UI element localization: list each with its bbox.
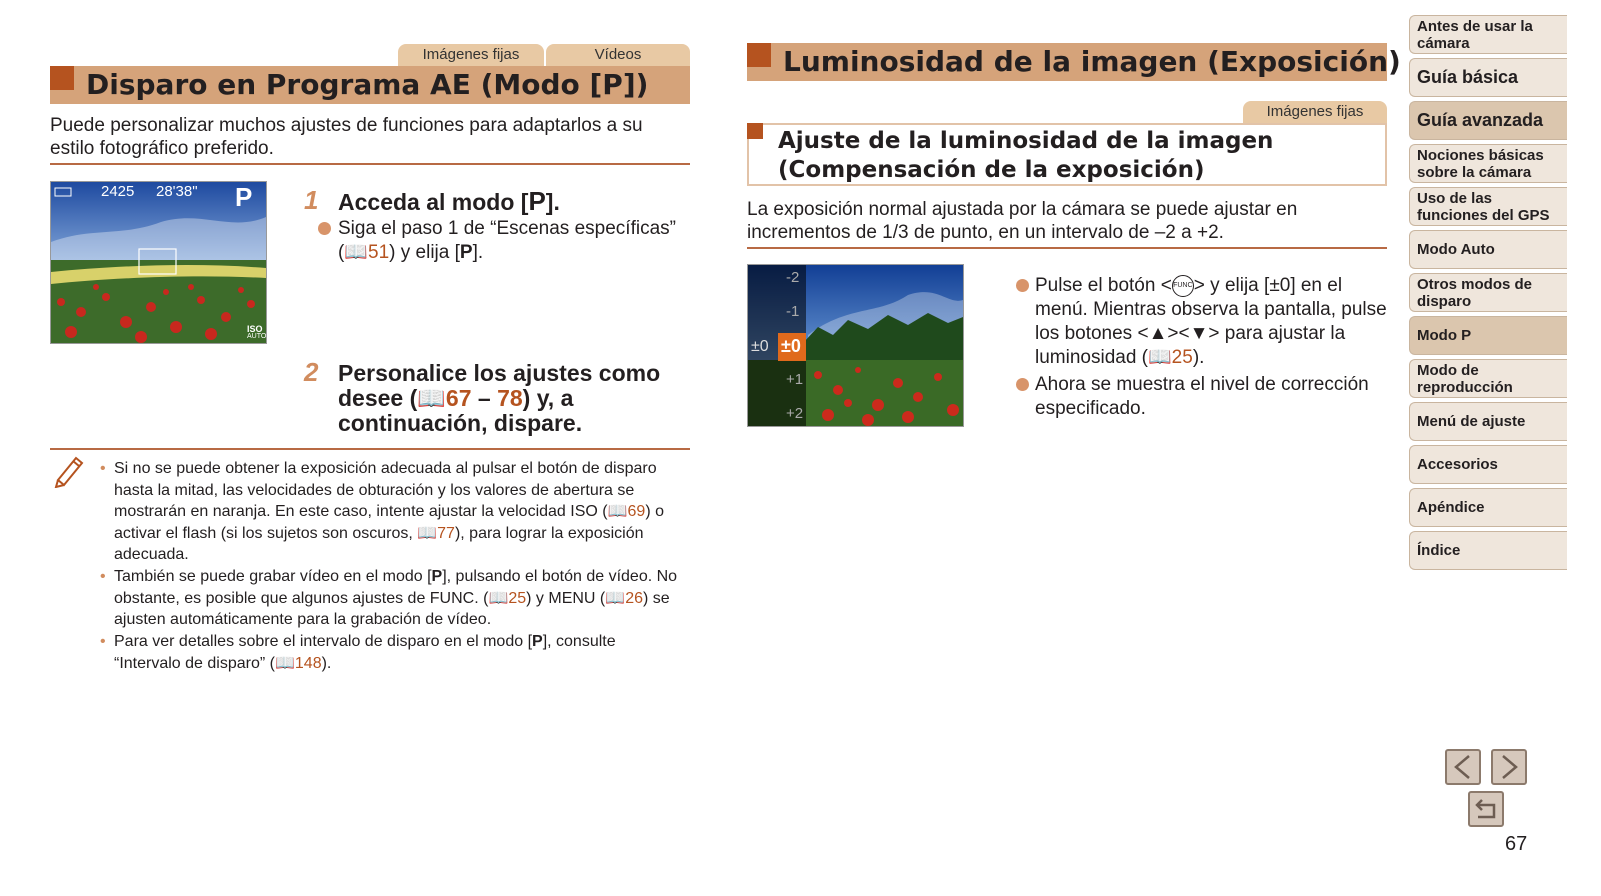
bullet-text: >< — [1167, 323, 1190, 344]
chevron-left-icon — [1447, 751, 1479, 783]
sidebar-item-index[interactable]: Índice — [1409, 531, 1567, 570]
book-icon: 📖 — [417, 385, 446, 411]
book-icon: 📖 — [274, 654, 295, 672]
sidebar-item-appendix[interactable]: Apéndice — [1409, 488, 1567, 527]
section-marker — [747, 43, 771, 67]
instruction-bullet — [1035, 274, 1389, 370]
camera-screen-image — [50, 181, 267, 344]
down-arrow-icon: ▼ — [1189, 323, 1209, 344]
book-icon: 📖 — [607, 503, 628, 520]
page-title: Luminosidad de la imagen (Exposición) — [783, 45, 1401, 78]
sidebar-item-setup-menu[interactable]: Menú de ajuste — [1409, 402, 1567, 441]
return-button[interactable] — [1468, 791, 1504, 827]
page-ref-link[interactable]: 78 — [497, 385, 523, 411]
bullet-dot — [1016, 378, 1029, 391]
mode-indicator: P — [235, 182, 253, 212]
bullet-text: ] en el menú. Mientras observa la pantalla, pulse los botones < — [1035, 275, 1387, 344]
divider — [747, 247, 1387, 249]
subsection-title-line: Ajuste de la luminosidad de la imagen — [778, 128, 1274, 154]
note-item — [100, 566, 684, 631]
step-title — [338, 361, 688, 436]
bullet-text: ). — [1192, 347, 1205, 368]
sidebar-item-gps[interactable]: Uso de las funciones del GPS — [1409, 187, 1567, 226]
page-number: 67 — [1505, 833, 1528, 855]
page-ref-link[interactable]: 67 — [445, 385, 472, 411]
previous-page-button[interactable] — [1445, 749, 1481, 785]
mode-p-glyph: P — [528, 186, 546, 216]
note-text: ], consulte “Intervalo de disparo” ( — [114, 633, 616, 672]
page-ref-link[interactable]: 77 — [437, 524, 455, 542]
step-number: 2 — [304, 357, 319, 387]
step-title-end: ]. — [545, 189, 560, 215]
exposure-scale-value: +2 — [786, 405, 804, 422]
bullet-text: Siga el paso 1 de “Escenas específicas” ( — [338, 218, 676, 263]
sidebar-item-auto-mode[interactable]: Modo Auto — [1409, 230, 1567, 269]
step-title-text: – — [471, 385, 498, 411]
bullet-text: ]. — [472, 242, 484, 263]
step-title-line: Personalice los ajustes como — [338, 360, 661, 386]
bullet-text: ) y elija [ — [389, 242, 460, 263]
sidebar-item-accessories[interactable]: Accesorios — [1409, 445, 1567, 484]
note-text: ) se ajusten automáticamente para la grabación de vídeo. — [114, 589, 670, 628]
sidebar-item-camera-basics[interactable]: Nociones básicas sobre la cámara — [1409, 144, 1567, 183]
return-arrow-icon — [1470, 793, 1502, 825]
bullet-text: > para ajustar la luminosidad ( — [1035, 323, 1346, 368]
tab-videos: Vídeos — [546, 44, 690, 66]
exposure-scale-value: ±0 — [781, 336, 801, 356]
step-title — [338, 186, 560, 216]
book-icon: 📖 — [605, 589, 626, 607]
note-item — [100, 631, 684, 674]
next-page-button[interactable] — [1491, 749, 1527, 785]
subsection-title-line: (Compensación de la exposición) — [778, 157, 1205, 183]
mode-p-glyph: P — [459, 242, 473, 263]
bullet-text: > y elija [ — [1193, 275, 1270, 296]
exposure-scale-value: -2 — [786, 269, 800, 286]
note-bullet: • — [100, 460, 106, 477]
exposure-scale-value: +1 — [786, 371, 804, 388]
step-bullet — [338, 217, 688, 265]
step-title-line: continuación, dispare. — [338, 410, 583, 436]
book-icon: 📖 — [488, 589, 509, 607]
up-arrow-icon: ▲ — [1148, 323, 1168, 344]
divider — [50, 448, 690, 450]
iso-auto-indicator: AUTO — [247, 333, 267, 340]
page-title: Disparo en Programa AE (Modo [P]) — [86, 68, 649, 101]
page-ref-link[interactable]: 25 — [508, 589, 527, 607]
sidebar-item-basic-guide[interactable]: Guía básica — [1409, 58, 1567, 97]
bullet-dot — [318, 222, 331, 235]
iso-indicator: ISO — [247, 324, 263, 334]
note-bullet: • — [100, 568, 106, 585]
sidebar-item-before-use[interactable]: Antes de usar la cámara — [1409, 15, 1567, 54]
book-icon: 📖 — [417, 524, 438, 542]
page-ref-link[interactable]: 25 — [1171, 347, 1193, 368]
note-text: ). — [321, 654, 332, 672]
bullet-dot — [1016, 279, 1029, 292]
mode-p-glyph: P — [532, 633, 543, 650]
tab-still-images: Imágenes fijas — [1243, 101, 1387, 123]
step-title-text: ) y, a — [522, 385, 574, 411]
intro-text: Puede personalizar muchos ajustes de funciones para adaptarlos a su estilo fotográfico preferido. — [50, 115, 643, 159]
intro-text: La exposición normal ajustada por la cámara se puede ajustar en incrementos de 1/3 de punto, en un intervalo de –2 a +2. — [747, 199, 1298, 243]
page-ref-link[interactable]: 51 — [368, 242, 390, 263]
step-title-text: Acceda al modo [ — [338, 189, 529, 215]
exposure-selected-value: ±0 — [751, 338, 769, 355]
tab-still-images: Imágenes fijas — [398, 44, 544, 66]
sidebar-item-playback[interactable]: Modo de reproducción — [1409, 359, 1567, 398]
subsection-title — [778, 127, 1273, 185]
book-icon: 📖 — [1148, 347, 1172, 368]
step-title-line — [338, 386, 688, 411]
book-icon: 📖 — [344, 242, 368, 263]
step-title-text: desee ( — [338, 385, 418, 411]
remaining-time: 28'38" — [156, 183, 198, 200]
note-text: ) o activar el flash (si los sujetos son oscuros, — [114, 503, 664, 542]
note-bullet: • — [100, 633, 106, 650]
step-number: 1 — [304, 185, 319, 215]
note-text: ], pulsando el botón de vídeo. No obstante, es posible que algunos ajustes de FUNC. ( — [114, 568, 678, 607]
func-set-button-icon: FUNC — [1172, 275, 1194, 297]
shot-count: 2425 — [101, 183, 135, 200]
scene-graphic — [51, 182, 266, 343]
divider — [50, 163, 690, 165]
exposure-scale-value: -1 — [786, 303, 800, 320]
note-item — [100, 458, 684, 566]
subsection-marker — [747, 123, 763, 139]
sidebar-item-advanced-guide[interactable]: Guía avanzada — [1409, 101, 1567, 140]
page-ref-link[interactable]: 148 — [294, 654, 322, 672]
exposure-comp-icon: ±0 — [1269, 275, 1291, 296]
exposure-screen-image — [747, 264, 964, 427]
note-text: Para ver detalles sobre el intervalo de disparo en el modo [ — [114, 633, 533, 650]
instruction-bullet: Ahora se muestra el nivel de corrección especificado. — [1035, 374, 1369, 419]
note-text: ), para lograr la exposición adecuada. — [114, 524, 644, 563]
note-text: Si no se puede obtener la exposición adecuada al pulsar el botón de disparo hasta la mitad, las velocidades de obturación y los valores de abertura se mostrarán en naranja. En este caso, intente ajustar la velocidad ISO ( — [114, 460, 657, 520]
bullet-text: Pulse el botón < — [1035, 275, 1172, 296]
note-text: ) y MENU ( — [526, 589, 606, 607]
note-text: También se puede grabar vídeo en el modo [ — [114, 568, 432, 585]
chevron-right-icon — [1493, 751, 1525, 783]
sidebar-item-other-modes[interactable]: Otros modos de disparo — [1409, 273, 1567, 312]
page-ref-link[interactable]: 69 — [627, 503, 646, 520]
page-ref-link[interactable]: 26 — [625, 589, 643, 607]
pencil-note-icon — [52, 452, 86, 488]
section-marker — [50, 66, 74, 90]
sidebar-item-p-mode[interactable]: Modo P — [1409, 316, 1567, 355]
mode-p-glyph: P — [431, 568, 443, 585]
